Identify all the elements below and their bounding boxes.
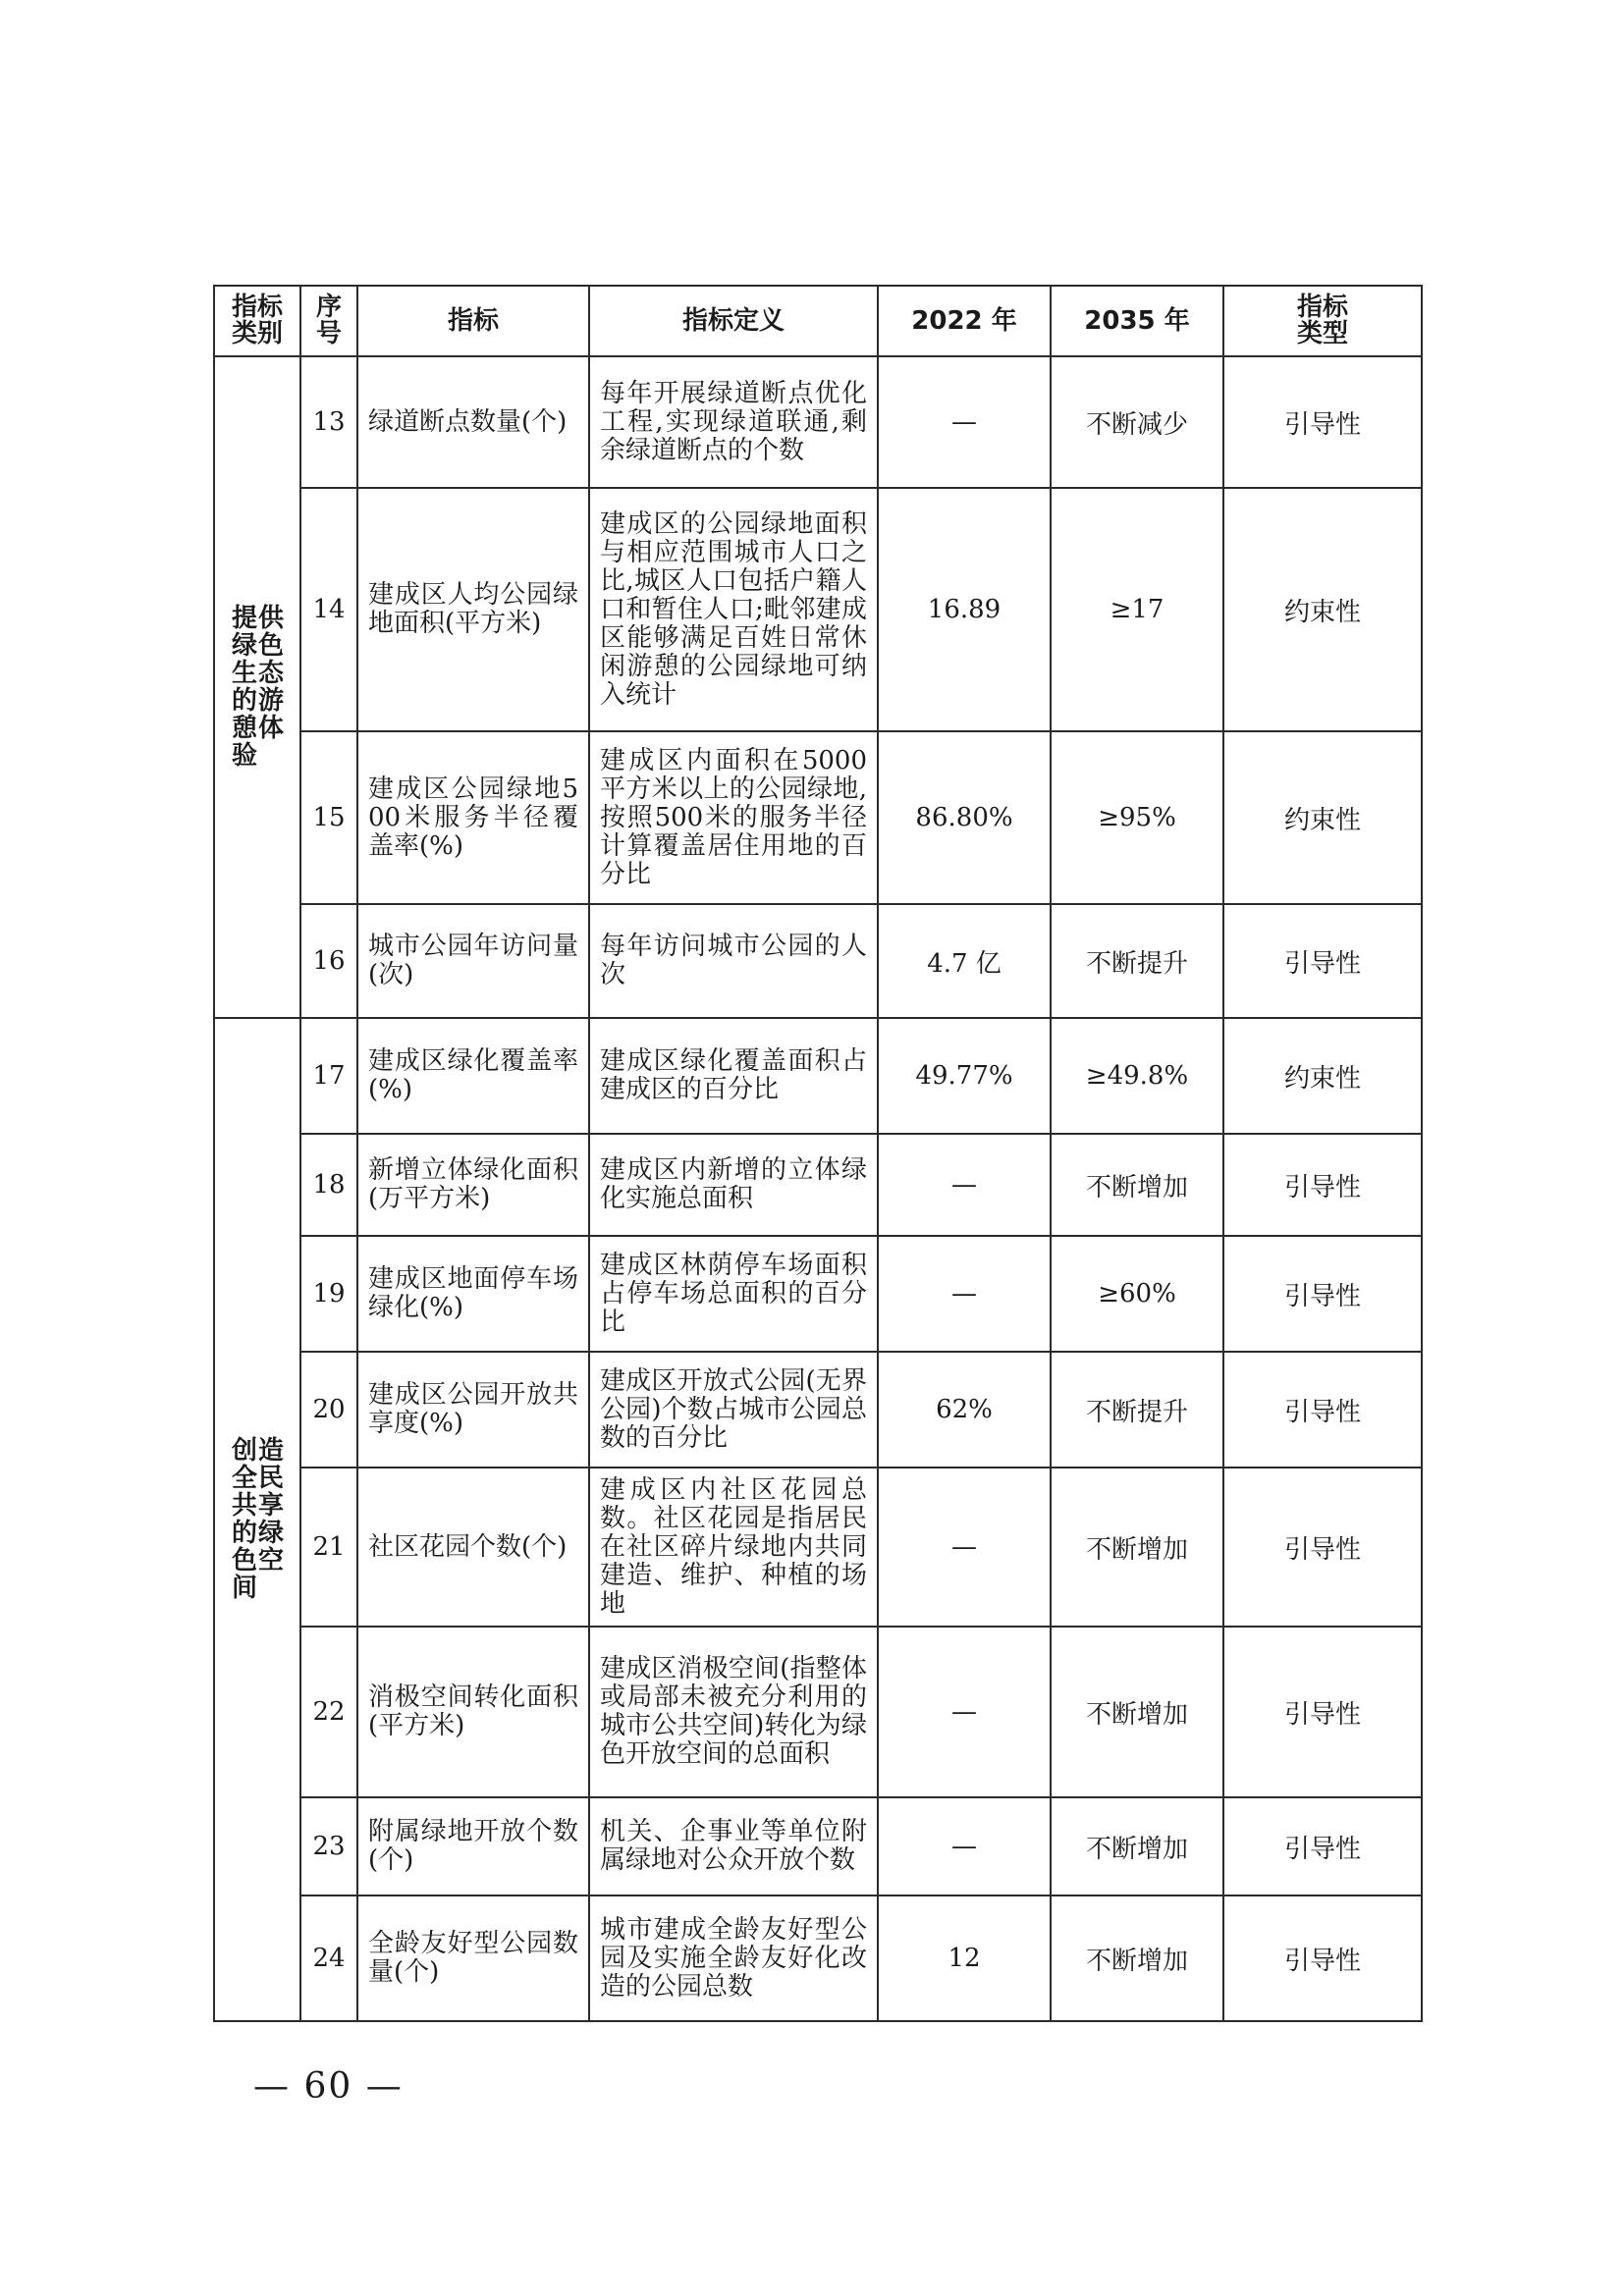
indicator-type-cell: 引导性 — [1223, 1352, 1422, 1468]
value-2022-cell: — — [878, 1627, 1051, 1797]
table-row — [214, 1627, 1422, 1797]
value-2022-cell: — — [878, 1468, 1051, 1627]
header-type: 指标类型 — [1223, 286, 1422, 356]
definition-cell: 建成区的公园绿地面积与相应范围城市人口之比,城区人口包括户籍人口和暂住人口;毗邻建成区能够满足百姓日常休闲游憩的公园绿地可纳入统计 — [589, 488, 878, 731]
value-2022-cell: 86.80% — [878, 731, 1051, 904]
category-label: 创造全民共享的绿色空间 — [232, 1436, 286, 1603]
indicator-type-cell: 约束性 — [1223, 731, 1422, 904]
indicator-name-cell: 建成区地面停车场绿化(%) — [357, 1236, 589, 1352]
header-seq: 序号 — [300, 286, 357, 356]
value-2035-cell: 不断减少 — [1051, 356, 1223, 488]
value-2022-cell: 49.77% — [878, 1018, 1051, 1134]
value-2022-cell: — — [878, 356, 1051, 488]
table-row — [214, 1797, 1422, 1896]
seq-cell: 17 — [300, 1018, 357, 1134]
definition-cell: 建成区绿化覆盖面积占建成区的百分比 — [589, 1018, 878, 1134]
indicator-type-cell: 引导性 — [1223, 356, 1422, 488]
value-2035-cell: 不断增加 — [1051, 1627, 1223, 1797]
value-2022-cell: 16.89 — [878, 488, 1051, 731]
indicator-type-cell: 引导性 — [1223, 1627, 1422, 1797]
value-2022-cell: — — [878, 1236, 1051, 1352]
definition-cell: 城市建成全龄友好型公园及实施全龄友好化改造的公园总数 — [589, 1896, 878, 2021]
value-2035-cell: 不断提升 — [1051, 904, 1223, 1018]
table-row — [214, 1896, 1422, 2021]
table-row — [214, 1018, 1422, 1134]
category-cell — [214, 356, 300, 1018]
indicator-type-cell: 约束性 — [1223, 488, 1422, 731]
table-row — [214, 1134, 1422, 1236]
value-2035-cell: 不断增加 — [1051, 1468, 1223, 1627]
indicator-name-cell: 建成区公园开放共享度(%) — [357, 1352, 589, 1468]
definition-cell: 每年访问城市公园的人次 — [589, 904, 878, 1018]
seq-cell: 23 — [300, 1797, 357, 1896]
definition-cell: 建成区内面积在5000平方米以上的公园绿地,按照500米的服务半径计算覆盖居住用地的百分比 — [589, 731, 878, 904]
value-2035-cell: 不断提升 — [1051, 1352, 1223, 1468]
header-row — [214, 286, 1422, 356]
page-number: — 60 — — [253, 2066, 404, 2107]
header-definition: 指标定义 — [589, 286, 878, 356]
value-2022-cell: 4.7 亿 — [878, 904, 1051, 1018]
definition-cell: 建成区开放式公园(无界公园)个数占城市公园总数的百分比 — [589, 1352, 878, 1468]
value-2035-cell: ≥60% — [1051, 1236, 1223, 1352]
indicator-name-cell: 建成区公园绿地500米服务半径覆盖率(%) — [357, 731, 589, 904]
header-2022: 2022 年 — [878, 286, 1051, 356]
definition-cell: 建成区内社区花园总数。社区花园是指居民在社区碎片绿地内共同建造、维护、种植的场地 — [589, 1468, 878, 1627]
indicator-type-cell: 引导性 — [1223, 1797, 1422, 1896]
value-2035-cell: ≥49.8% — [1051, 1018, 1223, 1134]
definition-cell: 每年开展绿道断点优化工程,实现绿道联通,剩余绿道断点的个数 — [589, 356, 878, 488]
table-row — [214, 356, 1422, 488]
header-category: 指标类别 — [214, 286, 300, 356]
indicator-type-cell: 引导性 — [1223, 1236, 1422, 1352]
definition-cell: 建成区消极空间(指整体或局部未被充分利用的城市公共空间)转化为绿色开放空间的总面积 — [589, 1627, 878, 1797]
indicator-name-cell: 绿道断点数量(个) — [357, 356, 589, 488]
table-row — [214, 1352, 1422, 1468]
value-2035-cell: ≥95% — [1051, 731, 1223, 904]
category-label: 提供绿色生态的游憩体验 — [232, 604, 286, 771]
definition-cell: 建成区内新增的立体绿化实施总面积 — [589, 1134, 878, 1236]
indicator-type-cell: 引导性 — [1223, 1896, 1422, 2021]
seq-cell: 16 — [300, 904, 357, 1018]
seq-cell: 20 — [300, 1352, 357, 1468]
indicator-name-cell: 附属绿地开放个数(个) — [357, 1797, 589, 1896]
indicator-name-cell: 城市公园年访问量(次) — [357, 904, 589, 1018]
value-2022-cell: — — [878, 1797, 1051, 1896]
value-2022-cell: 12 — [878, 1896, 1051, 2021]
category-cell — [214, 1018, 300, 2021]
seq-cell: 18 — [300, 1134, 357, 1236]
value-2022-cell: 62% — [878, 1352, 1051, 1468]
definition-cell: 机关、企事业等单位附属绿地对公众开放个数 — [589, 1797, 878, 1896]
indicator-name-cell: 建成区人均公园绿地面积(平方米) — [357, 488, 589, 731]
seq-cell: 13 — [300, 356, 357, 488]
table-row — [214, 731, 1422, 904]
table-row — [214, 488, 1422, 731]
indicator-name-cell: 建成区绿化覆盖率(%) — [357, 1018, 589, 1134]
value-2035-cell: 不断增加 — [1051, 1896, 1223, 2021]
indicator-name-cell: 新增立体绿化面积(万平方米) — [357, 1134, 589, 1236]
value-2035-cell: 不断增加 — [1051, 1134, 1223, 1236]
value-2035-cell: 不断增加 — [1051, 1797, 1223, 1896]
indicator-name-cell: 全龄友好型公园数量(个) — [357, 1896, 589, 2021]
value-2022-cell: — — [878, 1134, 1051, 1236]
indicator-type-cell: 引导性 — [1223, 904, 1422, 1018]
seq-cell: 24 — [300, 1896, 357, 2021]
header-indicator: 指标 — [357, 286, 589, 356]
table-row — [214, 1468, 1422, 1627]
table-row — [214, 904, 1422, 1018]
indicator-type-cell: 引导性 — [1223, 1134, 1422, 1236]
seq-cell: 21 — [300, 1468, 357, 1627]
table-row — [214, 1236, 1422, 1352]
definition-cell: 建成区林荫停车场面积占停车场总面积的百分比 — [589, 1236, 878, 1352]
seq-cell: 22 — [300, 1627, 357, 1797]
seq-cell: 15 — [300, 731, 357, 904]
indicator-name-cell: 社区花园个数(个) — [357, 1468, 589, 1627]
indicator-table — [213, 285, 1423, 2022]
header-2035: 2035 年 — [1051, 286, 1223, 356]
indicator-name-cell: 消极空间转化面积(平方米) — [357, 1627, 589, 1797]
indicator-type-cell: 约束性 — [1223, 1018, 1422, 1134]
seq-cell: 19 — [300, 1236, 357, 1352]
indicator-type-cell: 引导性 — [1223, 1468, 1422, 1627]
seq-cell: 14 — [300, 488, 357, 731]
value-2035-cell: ≥17 — [1051, 488, 1223, 731]
